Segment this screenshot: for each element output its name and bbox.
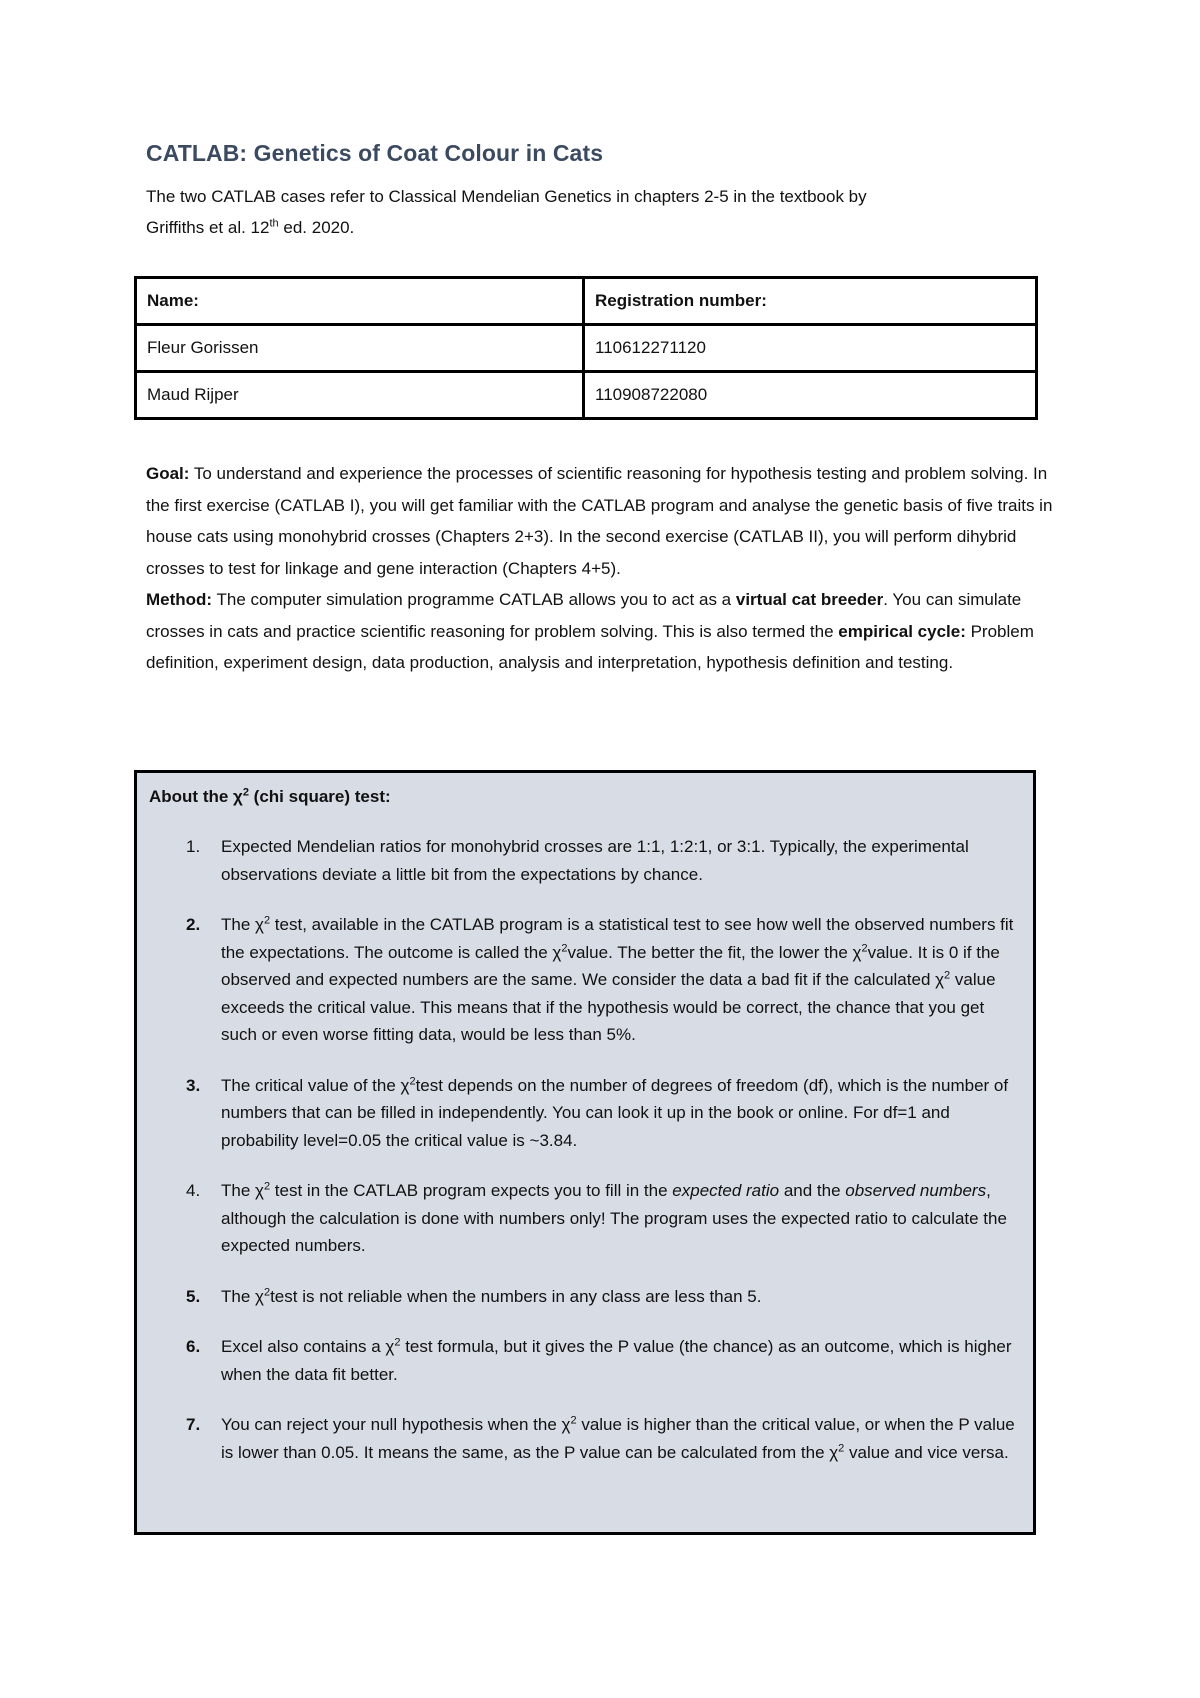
method-bold-2: empirical cycle:: [838, 621, 966, 641]
registration-header: Registration number:: [584, 278, 1037, 325]
item-5-a: The χ: [221, 1286, 264, 1306]
item-number: 4.: [186, 1181, 201, 1200]
table-row: [136, 325, 1037, 372]
registration-number: 110612271120: [584, 325, 1037, 372]
page-title: CATLAB: Genetics of Coat Colour in Cats: [146, 140, 604, 166]
method-text-b: . You can simulate crosses in cats and practice scientific reasoning for problem solving. This is also termed the: [146, 590, 1022, 641]
item-4-italic-2: observed numbers: [845, 1181, 987, 1200]
method-text-c: Problem definition, experiment design, data production, analysis and interpretation, hypothesis definition and testing.: [146, 621, 1034, 672]
item-text: [185, 911, 1019, 1049]
item-4-b: test in the CATLAB program expects you to fill in the: [270, 1181, 673, 1200]
name-header: Name:: [136, 278, 584, 325]
student-name: Fleur Gorissen: [136, 325, 584, 372]
student-name: Maud Rijper: [136, 372, 584, 419]
item-1-text: Expected Mendelian ratios for monohybrid crosses are 1:1, 1:2:1, or 3:1. Typically, the experimental observations deviate a little bit from the expectations by chance.: [221, 837, 969, 884]
intro-line-2: Griffiths et al. 12: [146, 218, 270, 237]
item-2-d: value. It is 0 if the observed and expected numbers are the same. We consider the data a bad fit if the calculated χ: [221, 942, 1000, 989]
item-number: 6.: [186, 1337, 201, 1356]
goal-paragraph: [146, 458, 1056, 584]
superscript: 2: [394, 1336, 401, 1349]
item-2-b: test, available in the CATLAB program is a statistical test to see how well the observed numbers fit the expectations. The outcome is called the χ: [221, 915, 1014, 962]
item-text: [185, 1177, 1019, 1260]
item-5-b: test is not reliable when the numbers in any class are less than 5.: [270, 1286, 762, 1306]
goal-label: Goal:: [146, 464, 190, 483]
superscript: 2: [263, 1285, 271, 1298]
table-row: [136, 372, 1037, 419]
superscript: 2: [861, 941, 868, 954]
table-header-row: [136, 278, 1037, 325]
student-table: [134, 276, 1038, 420]
list-item: [149, 833, 1019, 888]
method-paragraph: [146, 584, 1056, 679]
superscript: 2: [263, 914, 271, 927]
item-2-a: The χ: [221, 915, 264, 934]
item-4-d: , although the calculation is done with numbers only! The program uses the expected ratio to calculate the expected numbers.: [221, 1181, 1007, 1255]
superscript: 2: [409, 1074, 416, 1087]
list-item: [149, 1411, 1019, 1466]
item-text: [185, 833, 1019, 888]
superscript: 2: [838, 1441, 845, 1454]
chi-heading: [149, 787, 391, 807]
chi-list: [149, 833, 1019, 1489]
list-item: [149, 1283, 1019, 1311]
item-6-a: Excel also contains a χ: [221, 1337, 395, 1356]
chi-heading-pre: About the χ: [149, 787, 243, 806]
item-4-c: and the: [779, 1181, 846, 1200]
intro-line-2-end: ed. 2020.: [278, 218, 355, 237]
method-text-a: The computer simulation programme CATLAB allows you to act as a: [212, 590, 736, 609]
method-bold-1: virtual cat breeder: [735, 590, 884, 609]
chi-heading-sup: 2: [242, 786, 249, 799]
item-number: 3.: [186, 1075, 201, 1095]
item-7-b: value is higher than the critical value, or when the P value is lower than 0.05. It means the same, as the P value can be calculated from the χ: [221, 1415, 1015, 1462]
item-3-b: test depends on the number of degrees of freedom (df), which is the number of numbers that can be filled in independently. You can look it up in the book or online. For df=1 and probability level=0.05 the critical value is ~3.84.: [221, 1075, 1009, 1150]
item-number: 7.: [186, 1415, 201, 1434]
list-item: [149, 1177, 1019, 1260]
item-7-c: value and vice versa.: [844, 1442, 1009, 1462]
method-label: Method:: [146, 590, 213, 609]
item-text: [185, 1333, 1019, 1388]
chi-heading-post: (chi square) test:: [248, 787, 391, 806]
list-item: [149, 1333, 1019, 1388]
item-text: [185, 1283, 1019, 1311]
item-number: 5.: [186, 1286, 201, 1306]
superscript: 2: [263, 1180, 271, 1193]
list-item: [149, 1072, 1019, 1155]
goal-method-section: [146, 458, 1056, 679]
item-3-a: The critical value of the χ: [221, 1075, 410, 1095]
superscript: 2: [570, 1414, 577, 1427]
list-item: [149, 911, 1019, 1049]
item-text: [185, 1411, 1019, 1466]
item-number: 2.: [186, 915, 201, 934]
item-number: 1.: [186, 837, 201, 856]
item-4-a: The χ: [221, 1181, 264, 1200]
item-4-italic-1: expected ratio: [672, 1181, 780, 1200]
superscript: 2: [944, 969, 951, 982]
intro-paragraph: [146, 181, 1036, 243]
item-2-e: value exceeds the critical value. This means that if the hypothesis would be correct, the chance that you get such or even worse fitting data, would be less than 5%.: [221, 970, 996, 1044]
intro-line-1: The two CATLAB cases refer to Classical Mendelian Genetics in chapters 2-5 in the textbook by: [146, 187, 867, 206]
registration-number: 110908722080: [584, 372, 1037, 419]
ordinal-suffix: th: [269, 217, 279, 230]
goal-text: To understand and experience the processes of scientific reasoning for hypothesis testing and problem solving. In the first exercise (CATLAB I), you will get familiar with the CATLAB program and analyse the genetic basis of five traits in house cats using monohybrid crosses (Chapters 2+3). In the second exercise (CATLAB II), you will perform dihybrid crosses to test for linkage and gene interaction (Chapters 4+5).: [146, 464, 1053, 578]
chi-square-info-box: [134, 770, 1036, 1535]
item-2-c: value. The better the fit, the lower the χ: [567, 942, 862, 962]
superscript: 2: [561, 941, 568, 954]
item-text: [185, 1072, 1019, 1155]
item-6-b: test formula, but it gives the P value (the chance) as an outcome, which is higher when the data fit better.: [221, 1337, 1012, 1384]
item-7-a: You can reject your null hypothesis when the χ: [221, 1415, 571, 1434]
